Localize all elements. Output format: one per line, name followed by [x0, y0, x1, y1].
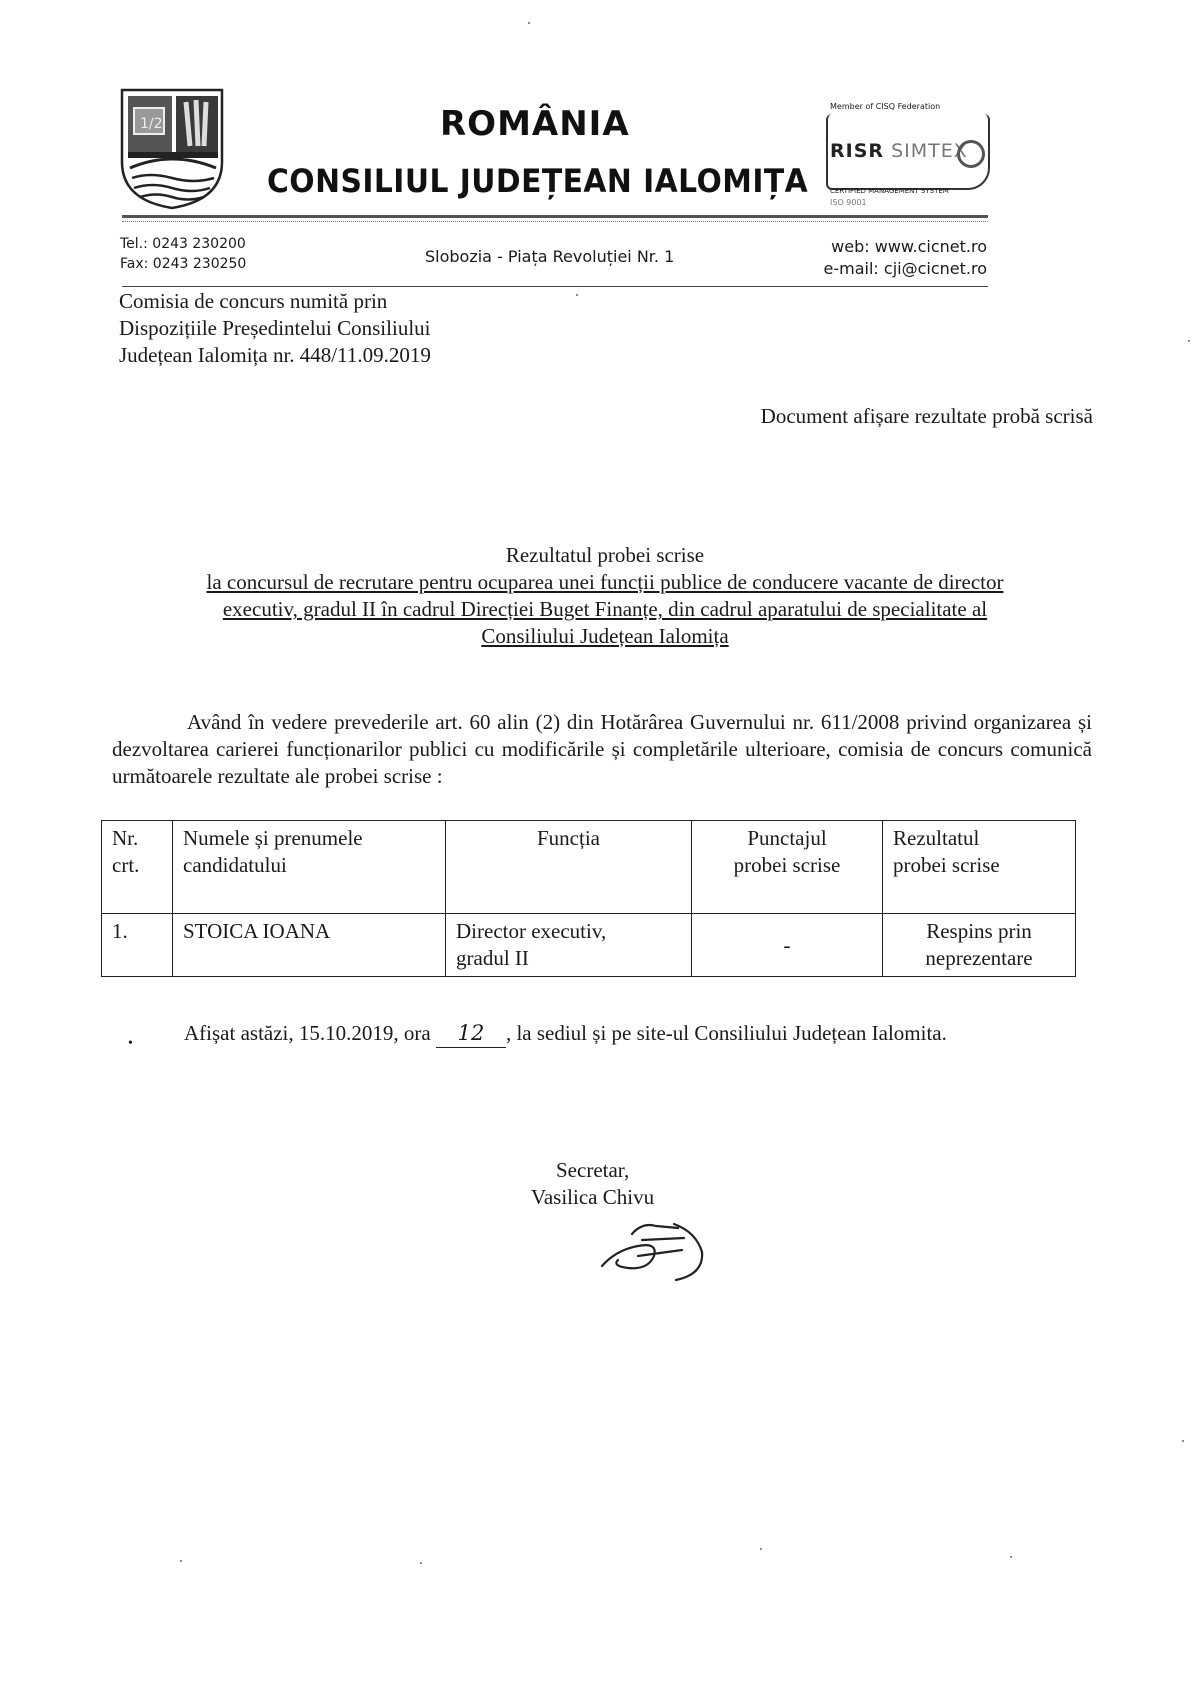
- commission-reference: [119, 288, 431, 369]
- county-coat-of-arms: [120, 88, 224, 210]
- subtitle-line: la concursul de recrutare pentru ocuparea unei funcții publice de conducere vacante de director: [206, 570, 1004, 594]
- signatory-block: [531, 1157, 655, 1211]
- web-email-block: [824, 236, 987, 280]
- website: web: www.cicnet.ro: [831, 237, 987, 256]
- header-name: Numele și prenumele candidatului: [173, 821, 446, 914]
- subtitle-line: Consiliului Județean Ialomița: [481, 624, 729, 648]
- subtitle-line: executiv, gradul II în cadrul Direcției Buget Finanțe, din cadrul aparatului de specialitate al: [222, 597, 988, 621]
- cell-result: Respins prin neprezentare: [883, 914, 1076, 977]
- results-heading: Rezultatul probei scrise: [505, 543, 705, 567]
- certification-brand-r: R: [868, 140, 885, 162]
- certification-brand-simtex: SIMTEX: [891, 140, 968, 162]
- document-type: Document afișare rezultate probă scrisă: [760, 404, 1093, 428]
- table-header-row: [102, 821, 1076, 914]
- cell-nr: 1.: [102, 914, 173, 977]
- certification-brand-ri: RI: [830, 140, 854, 162]
- header-function: Funcția: [446, 821, 692, 914]
- posting-statement: [184, 1020, 1084, 1048]
- scan-speck: [180, 1560, 182, 1562]
- scan-speck: [1182, 1440, 1184, 1442]
- phone-fax-block: [120, 234, 246, 274]
- results-subtitle: [140, 569, 1070, 650]
- certification-seal-icon: [957, 140, 985, 168]
- legal-basis-paragraph: [112, 709, 1092, 790]
- letterhead-rule: [122, 215, 988, 218]
- header-nr: Nr. crt.: [102, 821, 173, 914]
- posting-date-text: Afișat astăzi, 15.10.2019, ora: [184, 1021, 431, 1045]
- commission-line: Județean Ialomița nr. 448/11.09.2019: [119, 343, 431, 367]
- email-address: e-mail: cji@cicnet.ro: [823, 259, 987, 278]
- scan-speck: [760, 1548, 762, 1550]
- scan-speck: [1010, 1556, 1012, 1558]
- certification-member-text: Member of CISQ Federation: [830, 102, 941, 111]
- commission-line: Dispozițiile Președintelui Consiliului: [119, 316, 431, 340]
- header-result: Rezultatul probei scrise: [883, 821, 1076, 914]
- certification-brand-s: S: [853, 140, 869, 162]
- letterhead-dotted-rule: [122, 221, 988, 222]
- contact-rule: [122, 286, 988, 287]
- cell-function: Director executiv, gradul II: [446, 914, 692, 977]
- signatory-role: Secretar,: [556, 1158, 630, 1182]
- certification-system-text: CERTIFIED MANAGEMENT SYSTEM: [830, 187, 949, 195]
- posting-hour-handwritten: 12: [436, 1020, 506, 1048]
- svg-text:1/2: 1/2: [140, 116, 163, 132]
- table-row: [102, 914, 1076, 977]
- scan-speck: [528, 22, 530, 24]
- scan-speck: [576, 294, 578, 296]
- paragraph-text: Având în vedere prevederile art. 60 alin (2) din Hotărârea Guvernului nr. 611/2008 privind organizarea și dezvoltarea carierei funcționarilor publici cu modificările și completările ulterioare, comisia de concurs comunică următoarele rezultate ale probei scrise :: [112, 710, 1092, 788]
- handwritten-signature: [598, 1216, 710, 1288]
- cell-score: -: [692, 914, 883, 977]
- scan-speck: [420, 1562, 422, 1564]
- signatory-name: Vasilica Chivu: [531, 1185, 655, 1209]
- fax-number: Fax: 0243 230250: [120, 256, 247, 272]
- header-score: Punctajul probei scrise: [692, 821, 883, 914]
- results-table: [101, 820, 1076, 977]
- bullet-icon: •: [128, 1036, 133, 1051]
- commission-line: Comisia de concurs numită prin: [119, 289, 388, 313]
- cell-name: STOICA IOANA: [173, 914, 446, 977]
- country-title: ROMÂNIA: [440, 104, 630, 144]
- institution-title: CONSILIUL JUDEȚEAN IALOMIȚA: [267, 162, 809, 200]
- scan-speck: [1188, 340, 1190, 342]
- institution-address: Slobozia - Piața Revoluției Nr. 1: [425, 247, 675, 266]
- phone-number: Tel.: 0243 230200: [120, 236, 246, 252]
- posting-location-text: , la sediul și pe site-ul Consiliului Județean Ialomita.: [505, 1021, 947, 1045]
- certification-iso-text: ISO 9001: [830, 198, 867, 207]
- certification-brand: [830, 140, 968, 162]
